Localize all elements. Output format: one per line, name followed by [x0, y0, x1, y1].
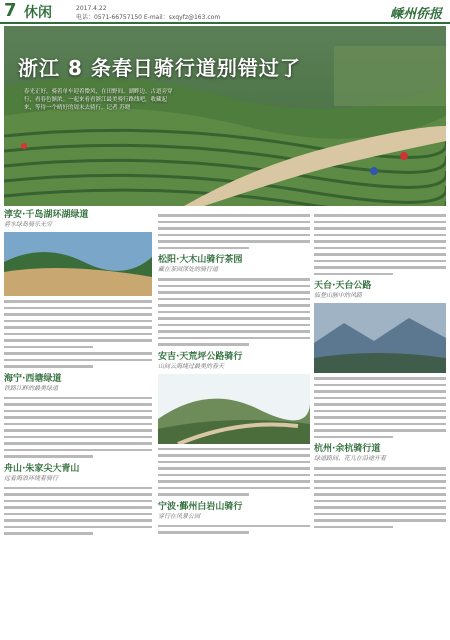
- article-title: 杭州·余杭骑行道: [314, 444, 381, 454]
- hero-title: 浙江 8 条春日骑行道别错过了: [18, 56, 301, 80]
- page-number: 7: [4, 0, 17, 21]
- article-title: 舟山·朱家尖大青山: [4, 463, 80, 474]
- hero-lead: 春光正好，骑着单车迎着微风，在田野间、湖畔边、古道旁穿行，看春色渐浓。一起来看看浙江最美骑行路线吧，收藏起来，等待一个晴好的周末去骑行。记者 苏晓: [24, 89, 173, 111]
- issue-date: 2017.4.22: [76, 5, 107, 12]
- article-body: [158, 214, 310, 249]
- article-body: [4, 487, 152, 535]
- article-subtitle: 藏在茶园深处的骑行道: [158, 266, 219, 273]
- article-body: [4, 300, 152, 368]
- page-header: [0, 0, 450, 24]
- masthead: 嵊州侨报: [389, 7, 442, 22]
- article-body: [158, 448, 310, 496]
- article-body: [158, 278, 310, 346]
- article-subtitle: 碧水绿岛骑乐无穷: [4, 221, 53, 228]
- article-body: [314, 377, 446, 438]
- article-title: 海宁·西塘绿道: [4, 373, 62, 384]
- contact-line: 电话：0571-66757150 E-mail：sxqyfz@163.com: [76, 14, 221, 21]
- article-body: [4, 397, 152, 458]
- article-title: 淳安·千岛湖环湖绿道: [4, 210, 89, 220]
- article-body: [158, 525, 310, 534]
- article-title: 天台·天台公路: [314, 281, 372, 291]
- article-subtitle: 临登山脉中的风路: [314, 292, 363, 299]
- column-right: [314, 210, 446, 532]
- article-photo: [158, 374, 310, 444]
- mountain-mist-illustration: [314, 303, 446, 373]
- article-subtitle: 绿道路间、花儿在沿途开着: [314, 455, 387, 462]
- article-body: [314, 214, 446, 275]
- mountain-road-illustration: [158, 374, 310, 444]
- column-left: [4, 210, 152, 539]
- article-title: 松阳·大木山骑行茶园: [158, 255, 243, 265]
- article-subtitle: 穿行在风景公园: [158, 512, 201, 520]
- lake-islands-illustration: [4, 232, 152, 296]
- article-title: 宁波·鄞州白岩山骑行: [158, 501, 243, 512]
- article-subtitle: 铁路江畔的最美绿道: [4, 384, 59, 392]
- column-middle: [158, 210, 310, 538]
- section-title: 休闲: [24, 5, 52, 21]
- article-body: [314, 467, 446, 528]
- article-title: 安吉·天荒坪公路骑行: [158, 351, 243, 362]
- article-subtitle: 山间云海绕过最美的春天: [158, 362, 225, 370]
- article-subtitle: 远看海浪环绕着骑行: [4, 474, 59, 482]
- article-photo: [314, 303, 446, 373]
- article-photo: [4, 232, 152, 296]
